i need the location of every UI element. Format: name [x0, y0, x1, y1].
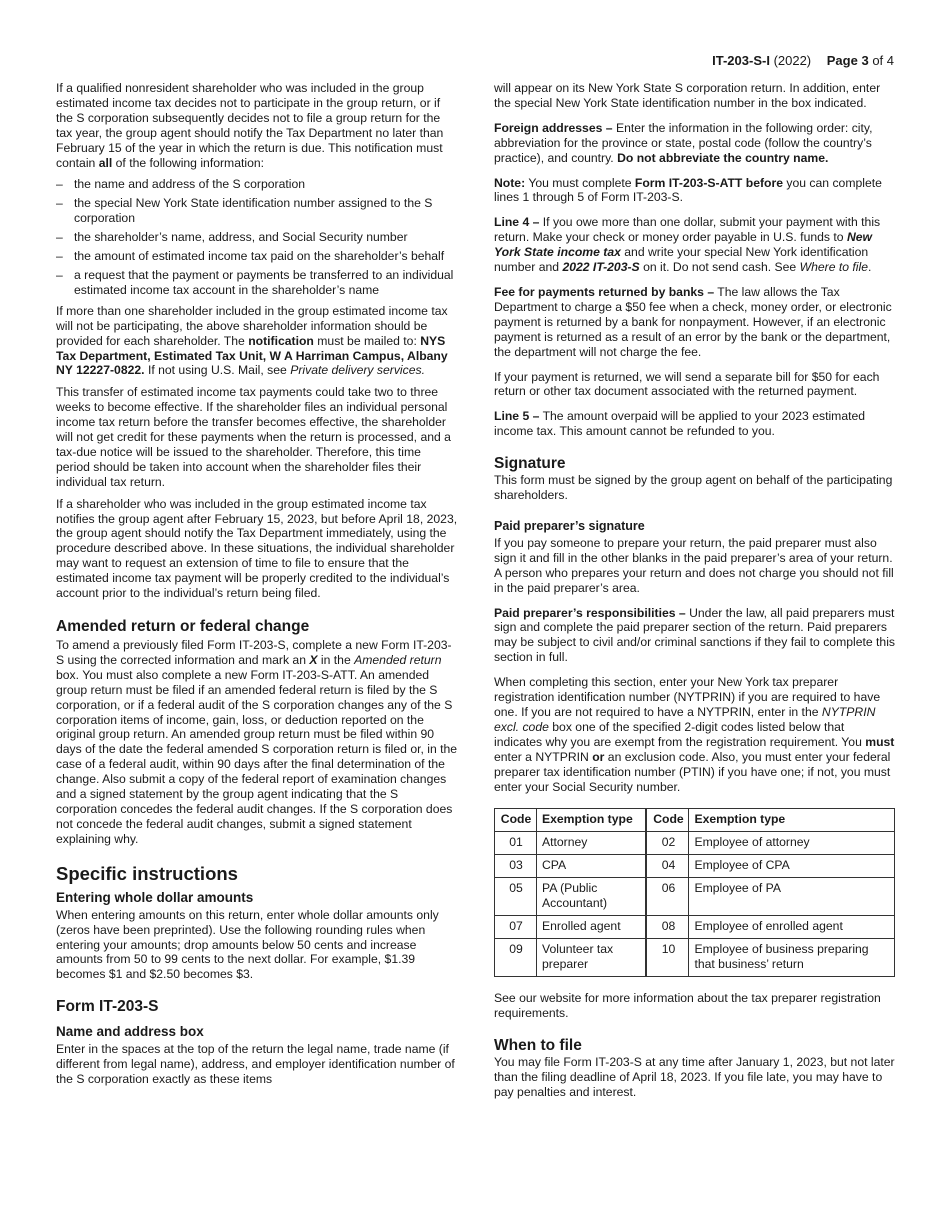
table-cell: Employee of business preparing that business’ return	[689, 939, 895, 977]
paragraph-nytprin: When completing this section, enter your New York tax preparer registration identification number (NYTPRIN) if you are required to have one. If you are not required to have a NYTPRIN, enter in the NYTPRIN excl. code box one of the specified 2-digit codes listed below that indicates why you are exempt from the registration requirement. You must enter a NYTPRIN or an exclusion code. Also, you must enter your federal preparer tax identification number (PTIN) if you have one; if not, you must enter your Social Security number.	[494, 675, 895, 794]
table-cell: 01	[495, 832, 537, 855]
table-cell: PA (Public Accountant)	[537, 878, 647, 916]
form-heading: Form IT-203-S	[56, 998, 159, 1016]
list-item: – the shareholder’s name, address, and Social Security number	[56, 230, 458, 245]
paragraph-when-to-file: You may file Form IT-203-S at any time after January 1, 2023, but not later than the filing deadline of April 18, 2023. If you file late, you may have to pay penalties and interest.	[494, 1055, 895, 1100]
table-cell: 08	[646, 916, 689, 939]
table-cell: CPA	[537, 855, 647, 878]
left-column	[56, 81, 458, 1094]
paid-preparer-heading: Paid preparer’s signature	[494, 518, 645, 533]
mailing-address: NYS Tax Department, Estimated Tax Unit, W A Harriman Campus, Albany NY 12227-0822.	[56, 333, 448, 378]
list-item: – the amount of estimated income tax paid on the shareholder’s behalf	[56, 249, 458, 264]
column-header: Exemption type	[689, 809, 895, 832]
page-number: Page 3	[826, 53, 869, 68]
table-cell: Employee of attorney	[689, 832, 895, 855]
table-cell: 09	[495, 939, 537, 977]
column-header: Code	[646, 809, 689, 832]
paragraph-name-address: Enter in the spaces at the top of the return the legal name, trade name (if different from legal name), address, and employer identification number of the S corporation exactly as these items	[56, 1042, 455, 1087]
page-total: of 4	[872, 53, 894, 68]
paragraph-fee: Fee for payments returned by banks – The law allows the Tax Department to charge a $50 fee when a check, money order, or electronic payment is returned by a bank for nonpayment. However, if an electronic payment is returned as a result of an error by the bank or the department, the department will not charge the fee.	[494, 284, 892, 359]
where-to-file-link: Where to file	[799, 260, 869, 275]
table-cell: Employee of CPA	[689, 855, 895, 878]
name-address-heading: Name and address box	[56, 1024, 204, 1040]
table-cell: 06	[646, 878, 689, 916]
table-row	[495, 855, 895, 878]
table-cell: Employee of PA	[689, 878, 895, 916]
whole-dollar-heading: Entering whole dollar amounts	[56, 889, 254, 905]
paragraph-line4: Line 4 – If you owe more than one dollar, submit your payment with this return. Make your check or money order payable in U.S. funds to New York State income tax and write your special New York identification number and 2022 IT-203-S on it. Do not send cash. See Where to file.	[494, 215, 881, 275]
table-cell: 10	[646, 939, 689, 977]
list-item: – the special New York State identification number assigned to the S corporation	[56, 196, 458, 226]
right-column	[494, 81, 895, 1107]
amended-heading: Amended return or federal change	[56, 618, 310, 635]
table-cell: Attorney	[537, 832, 647, 855]
list-item: – the name and address of the S corporation	[56, 177, 458, 192]
paragraph-note: Note: You must complete Form IT-203-S-ATT before you can complete lines 1 through 5 of Form IT-203-S.	[494, 175, 882, 205]
paragraph-late-notice: If a shareholder who was included in the group estimated income tax notifies the group agent after February 15, 2023, but before April 18, 2023, the group agent should notify the Tax Department immediately, using the procedure described above. In these situations, the individual shareholder may want to request an extension of time to file to ensure that the estimated income tax payment will be properly credited to the individual’s account prior to the individual’s return being filed.	[56, 496, 458, 601]
form-number: IT-203-S-I	[712, 53, 770, 68]
paragraph-line5: Line 5 – The amount overpaid will be applied to your 2023 estimated income tax. This amount cannot be refunded to you.	[494, 409, 866, 439]
table-cell: 03	[495, 855, 537, 878]
table-cell: Enrolled agent	[537, 916, 647, 939]
table-cell: Employee of enrolled agent	[689, 916, 895, 939]
table-cell: 05	[495, 878, 537, 916]
exemption-code-table	[494, 808, 895, 977]
paragraph-foreign: Foreign addresses – Enter the information in the following order: city, abbreviation for the province or state, postal code (follow the country’s practice), and country. Do not abbreviate the country name.	[494, 120, 873, 165]
table-row	[495, 939, 895, 977]
paragraph-mailing: If more than one shareholder included in the group estimated income tax will not be participating, the above shareholder information should be provided for each shareholder. The notification must be mailed to: NYS Tax Department, Estimated Tax Unit, W A Harriman Campus, Albany NY 12227-0822. If not using U.S. Mail, see Private delivery services.	[56, 303, 448, 378]
notification-list	[56, 177, 458, 297]
paragraph-transfer: This transfer of estimated income tax payments could take two to three weeks to become effective. If the shareholder files an individual personal income tax return before the transfer becomes effective, the shareholder will not get credit for these payments when the return is processed, and a tax-due notice will be issued to the shareholder. Therefore, this time period should be taken into account when the shareholder files their individual tax return.	[56, 385, 451, 489]
paragraph-website: See our website for more information about the tax preparer registration requirements.	[494, 991, 881, 1021]
table-cell: 07	[495, 916, 537, 939]
paragraph-notification: If a qualified nonresident shareholder who was included in the group estimated income tax decides not to participate in the group return, or if the S corporation subsequently decides not to file a group return for the tax year, the group agent should notify the Tax Department no later than February 15 of the year in which the return is due. This notification must contain all of the following information:	[56, 81, 444, 170]
table-cell: Volunteer tax preparer	[537, 939, 647, 977]
column-header: Exemption type	[537, 809, 647, 832]
table-cell: 02	[646, 832, 689, 855]
table-row	[495, 878, 895, 916]
table-row	[495, 916, 895, 939]
paragraph-returned: If your payment is returned, we will send a separate bill for $50 for each return or other tax document associated with the returned payment.	[494, 369, 880, 399]
column-header: Code	[495, 809, 537, 832]
paragraph-continued: will appear on its New York State S corporation return. In addition, enter the special New York State identification number in the box indicated.	[494, 81, 881, 110]
when-to-file-heading: When to file	[494, 1037, 582, 1055]
paragraph-responsibilities: Paid preparer’s responsibilities – Under the law, all paid preparers must sign and complete the paid preparer section of the return. Paid preparers may be subject to civil and/or criminal sanctions if they fail to complete this section in full.	[494, 605, 896, 665]
paragraph-whole-dollar: When entering amounts on this return, enter whole dollar amounts only (zeros have been preprinted). Use the following rounding rules when entering your amounts; drop amounts below 50 cents and increase amounts from 50 to 99 cents to the next dollar. For example, $1.39 becomes $1 and $2.50 becomes $3.	[56, 907, 439, 982]
signature-heading: Signature	[494, 455, 566, 473]
table-cell: 04	[646, 855, 689, 878]
paragraph-signature: This form must be signed by the group agent on behalf of the participating shareholders.	[494, 473, 893, 503]
table-row	[495, 832, 895, 855]
form-year: (2022)	[773, 53, 812, 68]
page-header	[712, 53, 894, 69]
table-header-row	[495, 809, 895, 832]
specific-instructions-heading: Specific instructions	[56, 862, 238, 884]
paragraph-preparer: If you pay someone to prepare your return, the paid preparer must also sign it and fill in the other blanks in the paid preparer’s area of your return. A person who prepares your return and does not charge you should not fill in the paid preparer’s area.	[494, 535, 894, 595]
paragraph-amended: To amend a previously filed Form IT-203-S, complete a new Form IT-203-S using the corrected information and mark an X in the Amended return box. You must also complete a new Form IT-203-S-ATT. An amended group return must be filed if an amended federal return is filed by the S corporation, or if a federal audit of the S corporation changes any of the S corporation items of income, gain, loss, or deduction reported on the original group return. An amended group return must be filed within 90 days of the date the federal amended S corporation return is filed or, in the case of a federal audit, within 90 days after the final determination of the change. Also submit a copy of the federal report of examination changes and a signed statement by the group agent indicating that the S corporation concedes the federal audit changes. If the S corporation does not concede the federal audit changes, submit a signed statement explaining why.	[56, 638, 458, 846]
list-item: – a request that the payment or payments be transferred to an individual estimated income tax account in the shareholder’s name	[56, 268, 458, 298]
private-delivery-link: Private delivery services.	[290, 363, 425, 378]
